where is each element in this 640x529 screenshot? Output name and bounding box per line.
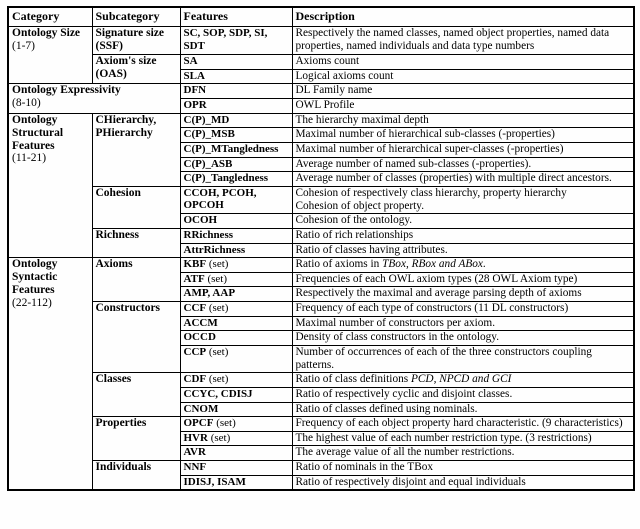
- feature-cell: [180, 99, 292, 114]
- header-description: Description: [292, 7, 634, 27]
- table-row: [8, 461, 634, 476]
- subcategory-label: CHierarchy, PHierarchy: [95, 113, 157, 139]
- feature-code: C(P)_MTangledness: [183, 143, 279, 156]
- description-cell: Respectively the maximal and average parsing depth of axioms: [292, 287, 634, 302]
- category-label: Ontology Syntactic Features: [12, 258, 58, 296]
- category-label: Ontology Expressivity: [12, 84, 121, 97]
- feature-code: RRichness: [183, 228, 234, 241]
- description-text: Ratio of axioms in: [295, 258, 383, 271]
- description-cell: Maximal number of hierarchical sub-classes (-properties): [292, 128, 634, 143]
- feature-code: C(P)_Tangledness: [183, 172, 269, 185]
- feature-cell: [180, 373, 292, 388]
- feature-suffix: (set): [213, 417, 236, 430]
- feature-code: SC, SOP, SDP, SI, SDT: [183, 27, 268, 52]
- feature-suffix: (set): [206, 346, 229, 358]
- feature-cell: [180, 431, 292, 446]
- subcategory-cell: [92, 417, 180, 461]
- description-text: .: [482, 258, 486, 271]
- description-cell: [292, 258, 634, 273]
- description-cell: Ratio of respectively disjoint and equal individuals: [292, 475, 634, 490]
- feature-cell: [180, 475, 292, 490]
- feature-cell: [180, 302, 292, 317]
- description-cell: Frequency of each type of constructors (11 DL constructors): [292, 302, 634, 317]
- feature-suffix: (set): [206, 258, 229, 271]
- description-cell: [292, 373, 634, 388]
- description-cell: Ratio of respectively cyclic and disjoint classes.: [292, 387, 634, 402]
- feature-cell: [180, 446, 292, 461]
- feature-suffix: (set): [206, 373, 229, 386]
- feature-code: CCOH, PCOH, OPCOH: [183, 186, 257, 212]
- category-cell: [8, 84, 180, 113]
- category-cell: [8, 27, 92, 84]
- description-cell: The hierarchy maximal depth: [292, 113, 634, 128]
- table-row: [8, 302, 634, 317]
- description-cell: [292, 186, 634, 213]
- feature-code: C(P)_ASB: [183, 157, 233, 170]
- feature-code: IDISJ, ISAM: [183, 475, 246, 488]
- feature-cell: [180, 346, 292, 373]
- subcategory-cell: [92, 461, 180, 491]
- table-row: [8, 113, 634, 128]
- feature-cell: [180, 461, 292, 476]
- subcategory-cell: [92, 55, 180, 84]
- subcategory-cell: [92, 373, 180, 417]
- description-italic: TBox, RBox and ABox: [382, 258, 483, 271]
- feature-suffix: (set): [204, 272, 227, 285]
- feature-cell: [180, 128, 292, 143]
- feature-code: ATF: [183, 272, 205, 285]
- description-line: Cohesion of respectively class hierarchy, property hierarchy: [295, 186, 567, 199]
- description-cell: DL Family name: [292, 84, 634, 99]
- feature-code: SLA: [183, 69, 205, 82]
- subcategory-cell: [92, 186, 180, 228]
- feature-code: KBF: [183, 258, 207, 271]
- subcategory-label: Properties: [95, 417, 147, 430]
- table-row: [8, 186, 634, 213]
- subcategory-cell: [92, 258, 180, 302]
- feature-code: C(P)_MSB: [183, 128, 235, 141]
- feature-suffix: (set): [206, 302, 229, 315]
- subcategory-abbr: (OAS): [95, 68, 127, 81]
- ontology-features-table: [7, 6, 635, 491]
- description-cell: Cohesion of the ontology.: [292, 214, 634, 229]
- feature-cell: [180, 417, 292, 432]
- feature-cell: [180, 113, 292, 128]
- feature-code: OCCD: [183, 331, 216, 344]
- description-cell: Respectively the named classes, named object properties, named data properties, named individuals and data type numbers: [292, 27, 634, 55]
- feature-code: DFN: [183, 84, 207, 97]
- subcategory-label: Signature size: [95, 27, 164, 40]
- subcategory-cell: [92, 228, 180, 257]
- feature-cell: [180, 316, 292, 331]
- description-text: Ratio of class definitions: [295, 373, 411, 386]
- description-cell: The average value of all the number restrictions.: [292, 446, 634, 461]
- feature-cell: [180, 287, 292, 302]
- description-cell: Ratio of nominals in the TBox: [292, 461, 634, 476]
- description-cell: Ratio of classes having attributes.: [292, 243, 634, 258]
- feature-cell: [180, 84, 292, 99]
- category-range: (1-7): [12, 40, 35, 53]
- description-cell: OWL Profile: [292, 99, 634, 114]
- subcategory-cell: [92, 302, 180, 373]
- table-row: [8, 27, 634, 55]
- feature-cell: [180, 186, 292, 213]
- feature-code: HVR: [183, 431, 208, 444]
- feature-code: C(P)_MD: [183, 113, 230, 126]
- subcategory-label: Individuals: [95, 461, 152, 474]
- feature-cell: [180, 69, 292, 84]
- category-range: (11-21): [12, 152, 47, 165]
- feature-cell: [180, 27, 292, 55]
- description-cell: Ratio of rich relationships: [292, 228, 634, 243]
- header-row: [8, 7, 634, 27]
- subcategory-label: Classes: [95, 373, 132, 386]
- description-italic: PCD, NPCD and GCI: [410, 373, 512, 386]
- category-label: Ontology Size: [12, 27, 81, 40]
- category-cell: [8, 113, 92, 257]
- feature-code: AttrRichness: [183, 243, 246, 256]
- description-cell: The highest value of each number restriction type. (3 restrictions): [292, 431, 634, 446]
- description-cell: Ratio of classes defined using nominals.: [292, 402, 634, 417]
- description-cell: Number of occurrences of each of the three constructors coupling patterns.: [292, 346, 634, 373]
- description-cell: Frequencies of each OWL axiom types (28 OWL Axiom type): [292, 272, 634, 287]
- feature-code: CCYC, CDISJ: [183, 387, 253, 400]
- feature-cell: [180, 214, 292, 229]
- description-cell: Axioms count: [292, 55, 634, 70]
- subcategory-cell: [92, 113, 180, 186]
- table-row: [8, 84, 634, 99]
- description-cell: Average number of named sub-classes (-properties).: [292, 157, 634, 172]
- feature-code: OCOH: [183, 214, 218, 227]
- category-cell: [8, 258, 92, 491]
- feature-cell: [180, 172, 292, 187]
- description-cell: Frequency of each object property hard characteristic. (9 characteristics): [292, 417, 634, 432]
- subcategory-abbr: (SSF): [95, 40, 123, 53]
- feature-code: CCP: [183, 346, 207, 358]
- table-row: [8, 55, 634, 70]
- header-features: Features: [180, 7, 292, 27]
- feature-cell: [180, 272, 292, 287]
- category-range: (22-112): [12, 296, 52, 309]
- subcategory-cell: [92, 27, 180, 55]
- feature-code: OPCF: [183, 417, 214, 430]
- description-cell: Maximal number of hierarchical super-classes (-properties): [292, 143, 634, 158]
- description-cell: Logical axioms count: [292, 69, 634, 84]
- table-row: [8, 258, 634, 273]
- description-cell: Average number of classes (properties) with multiple direct ancestors.: [292, 172, 634, 187]
- feature-cell: [180, 55, 292, 70]
- description-cell: Maximal number of constructors per axiom.: [292, 316, 634, 331]
- table-row: [8, 417, 634, 432]
- feature-cell: [180, 387, 292, 402]
- table-row: [8, 373, 634, 388]
- feature-code: CCF: [183, 302, 207, 315]
- feature-cell: [180, 157, 292, 172]
- subcategory-label: Constructors: [95, 302, 161, 315]
- feature-code: OPR: [183, 99, 207, 112]
- header-subcategory: Subcategory: [92, 7, 180, 27]
- subcategory-label: Richness: [95, 228, 139, 241]
- feature-cell: [180, 331, 292, 346]
- subcategory-label: Axiom's size: [95, 55, 157, 68]
- description-line: Cohesion of object property.: [295, 199, 425, 212]
- feature-code: AMP, AAP: [183, 287, 236, 300]
- description-cell: Density of class constructors in the ontology.: [292, 331, 634, 346]
- feature-code: NNF: [183, 461, 207, 474]
- feature-cell: [180, 228, 292, 243]
- feature-code: CDF: [183, 373, 207, 386]
- feature-cell: [180, 143, 292, 158]
- feature-code: CNOM: [183, 402, 219, 415]
- feature-code: SA: [183, 55, 198, 68]
- feature-cell: [180, 243, 292, 258]
- feature-code: AVR: [183, 446, 206, 459]
- feature-cell: [180, 258, 292, 273]
- subcategory-label: Axioms: [95, 258, 133, 271]
- feature-cell: [180, 402, 292, 417]
- category-label: Ontology Structural Features: [12, 113, 64, 152]
- feature-code: ACCM: [183, 316, 218, 329]
- feature-suffix: (set): [207, 431, 231, 444]
- subcategory-label: Cohesion: [95, 186, 141, 199]
- table-row: [8, 228, 634, 243]
- category-range: (8-10): [12, 97, 41, 110]
- header-category: Category: [8, 7, 92, 27]
